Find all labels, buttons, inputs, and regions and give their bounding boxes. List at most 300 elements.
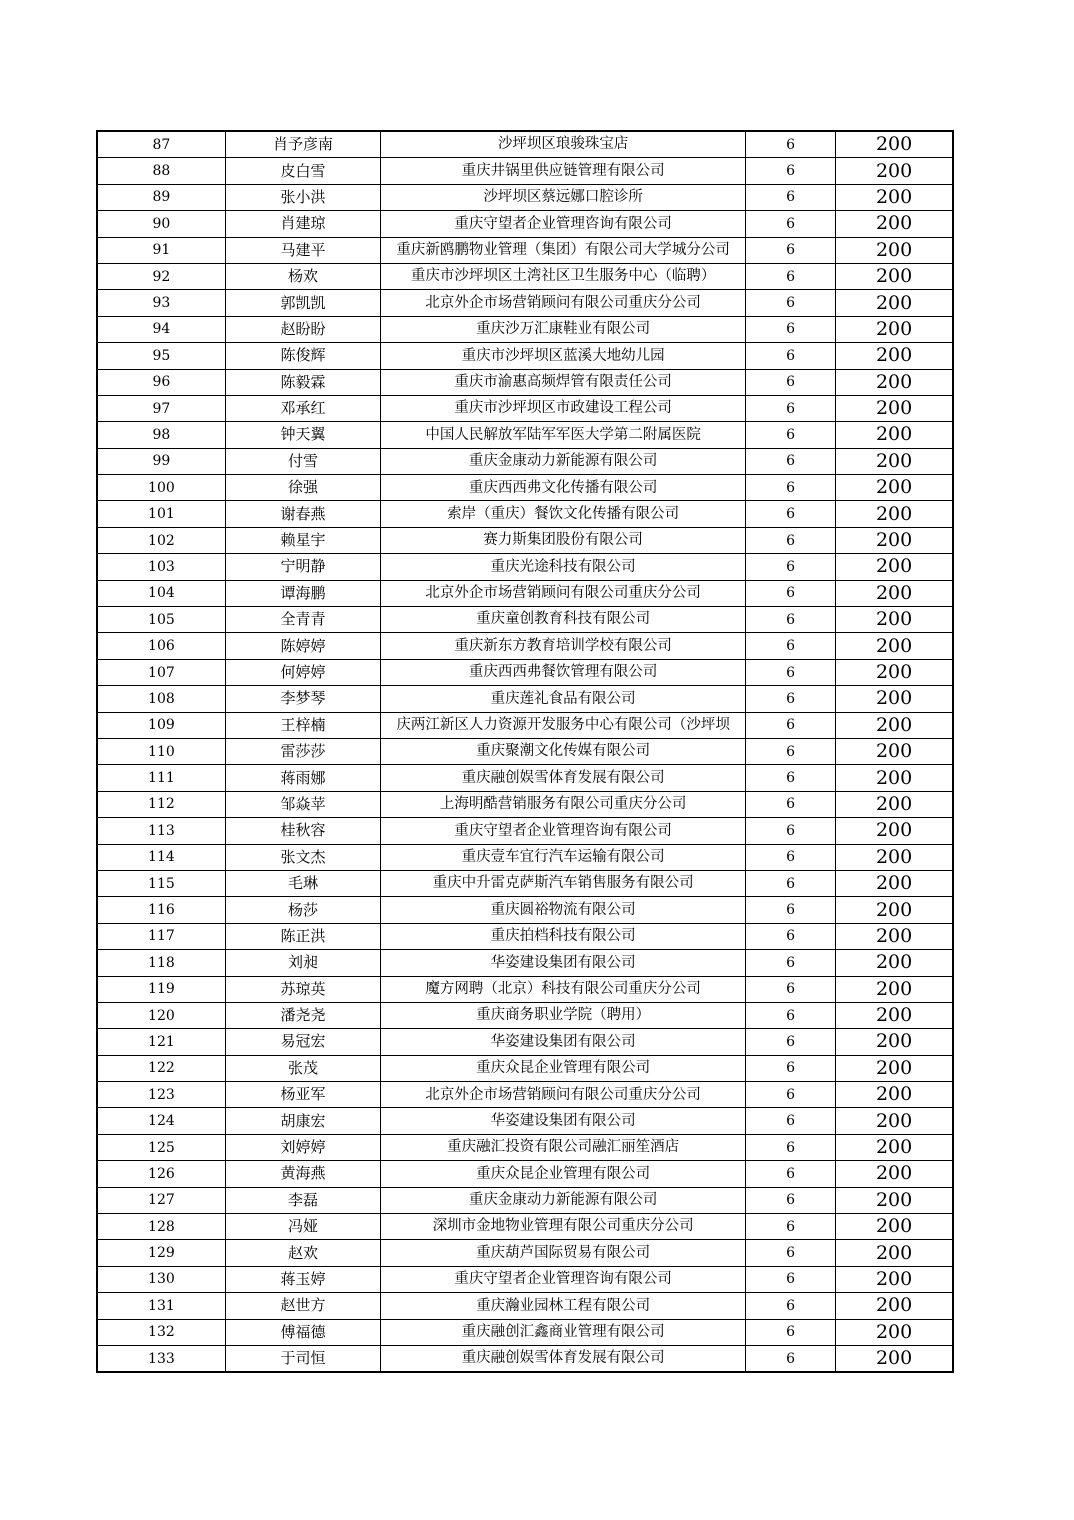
cell-serial-number: 90: [97, 211, 225, 237]
cell-person-name: 谢春燕: [225, 501, 380, 527]
cell-company: [381, 527, 746, 553]
table-row: [97, 554, 953, 580]
table-row: [97, 950, 953, 976]
cell-months: 6: [746, 448, 836, 474]
table-row: [97, 501, 953, 527]
cell-serial-number: 133: [97, 1345, 225, 1372]
cell-serial-number: 93: [97, 290, 225, 316]
company-text: 重庆童创教育科技有限公司: [476, 611, 651, 628]
cell-amount: 200: [836, 686, 953, 712]
company-text: 重庆西西弗餐饮管理有限公司: [468, 664, 658, 681]
company-text: 华姿建设集团有限公司: [490, 1112, 636, 1129]
cell-person-name: 郭凯凯: [225, 290, 380, 316]
cell-person-name: 肖建琼: [225, 211, 380, 237]
cell-serial-number: 94: [97, 316, 225, 342]
company-text: 中国人民解放军陆军军医大学第二附属医院: [425, 426, 701, 443]
cell-company: [381, 184, 746, 210]
cell-company: [381, 475, 746, 501]
cell-person-name: 徐强: [225, 475, 380, 501]
cell-amount: 200: [836, 501, 953, 527]
cell-serial-number: 113: [97, 818, 225, 844]
cell-amount: 200: [836, 818, 953, 844]
company-text: 重庆金康动力新能源有限公司: [468, 1192, 658, 1209]
cell-person-name: 李磊: [225, 1187, 380, 1213]
cell-person-name: 邹焱苹: [225, 791, 380, 817]
table-row: [97, 1187, 953, 1213]
company-text: 庆两江新区人力资源开发服务中心有限公司（沙坪坝: [396, 717, 730, 734]
table-row: [97, 1134, 953, 1160]
cell-amount: 200: [836, 448, 953, 474]
cell-amount: 200: [836, 1082, 953, 1108]
table-row: [97, 1319, 953, 1345]
cell-amount: 200: [836, 422, 953, 448]
cell-person-name: 桂秋容: [225, 818, 380, 844]
cell-person-name: 蒋玉婷: [225, 1266, 380, 1292]
cell-amount: 200: [836, 1108, 953, 1134]
cell-months: 6: [746, 607, 836, 633]
cell-amount: 200: [836, 1266, 953, 1292]
cell-months: 6: [746, 131, 836, 158]
company-text: 重庆壹车宜行汽车运输有限公司: [461, 848, 665, 865]
cell-months: 6: [746, 1293, 836, 1319]
cell-person-name: 易冠宏: [225, 1029, 380, 1055]
cell-amount: 200: [836, 1240, 953, 1266]
cell-company: [381, 791, 746, 817]
cell-amount: 200: [836, 738, 953, 764]
cell-months: 6: [746, 976, 836, 1002]
cell-amount: 200: [836, 1293, 953, 1319]
cell-months: 6: [746, 712, 836, 738]
cell-amount: 200: [836, 844, 953, 870]
cell-company: [381, 686, 746, 712]
cell-serial-number: 114: [97, 844, 225, 870]
company-text: 重庆众昆企业管理有限公司: [476, 1060, 651, 1077]
cell-serial-number: 106: [97, 633, 225, 659]
cell-amount: 200: [836, 976, 953, 1002]
cell-months: 6: [746, 844, 836, 870]
company-text: 重庆中升雷克萨斯汽车销售服务有限公司: [432, 875, 694, 892]
cell-serial-number: 109: [97, 712, 225, 738]
cell-company: [381, 158, 746, 184]
cell-months: 6: [746, 237, 836, 263]
cell-person-name: 苏琼英: [225, 976, 380, 1002]
company-text: 重庆市沙坪坝区市政建设工程公司: [454, 400, 672, 417]
cell-serial-number: 108: [97, 686, 225, 712]
cell-amount: 200: [836, 184, 953, 210]
cell-serial-number: 116: [97, 897, 225, 923]
table-row: [97, 633, 953, 659]
cell-company: [381, 1214, 746, 1240]
company-text: 上海明酷营销服务有限公司重庆分公司: [439, 796, 687, 813]
cell-months: 6: [746, 765, 836, 791]
cell-months: 6: [746, 158, 836, 184]
cell-serial-number: 121: [97, 1029, 225, 1055]
cell-months: 6: [746, 184, 836, 210]
cell-person-name: 李梦琴: [225, 686, 380, 712]
company-text: 重庆市渝惠高频焊管有限责任公司: [454, 373, 672, 390]
cell-serial-number: 103: [97, 554, 225, 580]
cell-person-name: 赵盼盼: [225, 316, 380, 342]
cell-months: 6: [746, 316, 836, 342]
cell-amount: 200: [836, 263, 953, 289]
cell-person-name: 谭海鹏: [225, 580, 380, 606]
company-text: 重庆圆裕物流有限公司: [490, 901, 636, 918]
cell-serial-number: 129: [97, 1240, 225, 1266]
cell-company: [381, 554, 746, 580]
cell-company: [381, 1055, 746, 1081]
cell-amount: 200: [836, 369, 953, 395]
cell-person-name: 邓承红: [225, 395, 380, 421]
cell-amount: 200: [836, 395, 953, 421]
cell-person-name: 王梓楠: [225, 712, 380, 738]
table-row: [97, 686, 953, 712]
cell-company: [381, 844, 746, 870]
cell-company: [381, 263, 746, 289]
cell-serial-number: 123: [97, 1082, 225, 1108]
table-row: [97, 844, 953, 870]
cell-amount: 200: [836, 475, 953, 501]
cell-person-name: 赵世方: [225, 1293, 380, 1319]
cell-amount: 200: [836, 765, 953, 791]
table-row: [97, 1293, 953, 1319]
cell-person-name: 胡康宏: [225, 1108, 380, 1134]
table-row: [97, 607, 953, 633]
cell-company: [381, 976, 746, 1002]
cell-months: 6: [746, 923, 836, 949]
cell-company: [381, 290, 746, 316]
cell-person-name: 宁明静: [225, 554, 380, 580]
cell-serial-number: 105: [97, 607, 225, 633]
cell-months: 6: [746, 554, 836, 580]
cell-person-name: 肖予彦南: [225, 131, 380, 158]
cell-months: 6: [746, 1266, 836, 1292]
company-text: 华姿建设集团有限公司: [490, 1033, 636, 1050]
cell-person-name: 赵欢: [225, 1240, 380, 1266]
cell-company: [381, 1082, 746, 1108]
cell-company: [381, 343, 746, 369]
company-text: 北京外企市场营销顾问有限公司重庆分公司: [425, 585, 701, 602]
cell-company: [381, 1266, 746, 1292]
cell-person-name: 黄海燕: [225, 1161, 380, 1187]
cell-person-name: 杨欢: [225, 263, 380, 289]
table-row: [97, 659, 953, 685]
cell-months: 6: [746, 501, 836, 527]
cell-serial-number: 88: [97, 158, 225, 184]
cell-person-name: 陈正洪: [225, 923, 380, 949]
cell-person-name: 陈毅霖: [225, 369, 380, 395]
company-text: 重庆瀚业园林工程有限公司: [476, 1297, 651, 1314]
cell-serial-number: 101: [97, 501, 225, 527]
table-row: [97, 1345, 953, 1372]
table-row: [97, 237, 953, 263]
cell-months: 6: [746, 1319, 836, 1345]
cell-person-name: 张茂: [225, 1055, 380, 1081]
cell-company: [381, 712, 746, 738]
cell-person-name: 陈婷婷: [225, 633, 380, 659]
company-text: 重庆沙万汇康鞋业有限公司: [476, 321, 651, 338]
cell-company: [381, 395, 746, 421]
cell-months: 6: [746, 1240, 836, 1266]
cell-company: [381, 580, 746, 606]
cell-company: [381, 1002, 746, 1028]
cell-amount: 200: [836, 1134, 953, 1160]
cell-person-name: 张小洪: [225, 184, 380, 210]
cell-person-name: 张文杰: [225, 844, 380, 870]
cell-serial-number: 87: [97, 131, 225, 158]
table-row: [97, 1161, 953, 1187]
table-row: [97, 1266, 953, 1292]
cell-serial-number: 92: [97, 263, 225, 289]
cell-amount: 200: [836, 607, 953, 633]
table-row: [97, 1002, 953, 1028]
table-row: [97, 1029, 953, 1055]
cell-company: [381, 1134, 746, 1160]
cell-amount: 200: [836, 343, 953, 369]
cell-company: [381, 501, 746, 527]
cell-serial-number: 115: [97, 870, 225, 896]
cell-months: 6: [746, 870, 836, 896]
cell-months: 6: [746, 475, 836, 501]
cell-months: 6: [746, 1108, 836, 1134]
cell-serial-number: 96: [97, 369, 225, 395]
cell-amount: 200: [836, 1187, 953, 1213]
cell-amount: 200: [836, 316, 953, 342]
table-row: [97, 818, 953, 844]
cell-company: [381, 1029, 746, 1055]
cell-person-name: 陈俊辉: [225, 343, 380, 369]
cell-person-name: 杨亚军: [225, 1082, 380, 1108]
cell-months: 6: [746, 263, 836, 289]
cell-months: 6: [746, 290, 836, 316]
table-row: [97, 343, 953, 369]
cell-serial-number: 91: [97, 237, 225, 263]
cell-amount: 200: [836, 659, 953, 685]
company-text: 重庆聚潮文化传媒有限公司: [476, 743, 651, 760]
cell-serial-number: 102: [97, 527, 225, 553]
cell-serial-number: 107: [97, 659, 225, 685]
table-row: [97, 1055, 953, 1081]
company-text: 重庆新东方教育培训学校有限公司: [454, 637, 672, 654]
company-text: 重庆守望者企业管理咨询有限公司: [454, 822, 672, 839]
cell-person-name: 赖星宇: [225, 527, 380, 553]
cell-months: 6: [746, 1082, 836, 1108]
company-text: 重庆众昆企业管理有限公司: [476, 1165, 651, 1182]
cell-company: [381, 422, 746, 448]
company-text: 重庆融创娱雪体育发展有限公司: [461, 1350, 665, 1367]
company-text: 魔方网聘（北京）科技有限公司重庆分公司: [425, 980, 701, 997]
cell-amount: 200: [836, 211, 953, 237]
company-text: 重庆莲礼食品有限公司: [490, 690, 636, 707]
cell-company: [381, 448, 746, 474]
company-text: 重庆葫芦国际贸易有限公司: [476, 1244, 651, 1261]
company-text: 深圳市金地物业管理有限公司重庆分公司: [432, 1218, 694, 1235]
cell-company: [381, 316, 746, 342]
table-row: [97, 369, 953, 395]
cell-company: [381, 607, 746, 633]
cell-amount: 200: [836, 1161, 953, 1187]
cell-amount: 200: [836, 633, 953, 659]
cell-amount: 200: [836, 1055, 953, 1081]
cell-serial-number: 119: [97, 976, 225, 1002]
cell-serial-number: 99: [97, 448, 225, 474]
cell-company: [381, 765, 746, 791]
table-row: [97, 712, 953, 738]
cell-company: [381, 923, 746, 949]
table-row: [97, 131, 953, 158]
table-row: [97, 897, 953, 923]
company-text: 重庆守望者企业管理咨询有限公司: [454, 1271, 672, 1288]
table-row: [97, 870, 953, 896]
table-row: [97, 1240, 953, 1266]
cell-serial-number: 122: [97, 1055, 225, 1081]
cell-company: [381, 211, 746, 237]
company-text: 重庆光途科技有限公司: [490, 558, 636, 575]
table-row: [97, 448, 953, 474]
cell-company: [381, 633, 746, 659]
cell-months: 6: [746, 1134, 836, 1160]
cell-serial-number: 118: [97, 950, 225, 976]
cell-serial-number: 89: [97, 184, 225, 210]
table-row: [97, 316, 953, 342]
cell-company: [381, 1345, 746, 1372]
cell-company: [381, 237, 746, 263]
cell-company: [381, 738, 746, 764]
cell-serial-number: 131: [97, 1293, 225, 1319]
company-text: 重庆融汇投资有限公司融汇丽笙酒店: [447, 1139, 680, 1156]
company-text: 索岸（重庆）餐饮文化传播有限公司: [447, 505, 680, 522]
cell-months: 6: [746, 1214, 836, 1240]
table-row: [97, 738, 953, 764]
company-text: 华姿建设集团有限公司: [490, 954, 636, 971]
cell-serial-number: 111: [97, 765, 225, 791]
cell-amount: 200: [836, 290, 953, 316]
cell-months: 6: [746, 1161, 836, 1187]
cell-person-name: 钟天翼: [225, 422, 380, 448]
company-text: 重庆守望者企业管理咨询有限公司: [454, 215, 672, 232]
company-text: 重庆融创娱雪体育发展有限公司: [461, 769, 665, 786]
table-row: [97, 158, 953, 184]
cell-serial-number: 130: [97, 1266, 225, 1292]
cell-months: 6: [746, 1345, 836, 1372]
cell-amount: 200: [836, 897, 953, 923]
cell-amount: 200: [836, 712, 953, 738]
company-text: 重庆商务职业学院（聘用）: [476, 1007, 651, 1024]
cell-person-name: 冯娅: [225, 1214, 380, 1240]
cell-months: 6: [746, 343, 836, 369]
table-row: [97, 923, 953, 949]
table-row: [97, 527, 953, 553]
cell-months: 6: [746, 1029, 836, 1055]
cell-amount: 200: [836, 923, 953, 949]
cell-serial-number: 110: [97, 738, 225, 764]
cell-months: 6: [746, 791, 836, 817]
company-text: 重庆新鸥鹏物业管理（集团）有限公司大学城分公司: [396, 242, 730, 258]
table-row: [97, 263, 953, 289]
cell-person-name: 潘尧尧: [225, 1002, 380, 1028]
company-text: 沙坪坝区蔡远娜口腔诊所: [483, 189, 643, 206]
company-text: 重庆拍档科技有限公司: [490, 928, 636, 945]
company-text: 重庆井锅里供应链管理有限公司: [461, 162, 665, 179]
cell-company: [381, 1319, 746, 1345]
cell-amount: 200: [836, 950, 953, 976]
cell-company: [381, 1240, 746, 1266]
cell-company: [381, 897, 746, 923]
cell-person-name: 杨莎: [225, 897, 380, 923]
cell-company: [381, 131, 746, 158]
cell-serial-number: 104: [97, 580, 225, 606]
cell-amount: 200: [836, 527, 953, 553]
company-text: 赛力斯集团股份有限公司: [483, 532, 643, 549]
cell-months: 6: [746, 686, 836, 712]
cell-months: 6: [746, 1187, 836, 1213]
cell-person-name: 雷莎莎: [225, 738, 380, 764]
table-row: [97, 1108, 953, 1134]
cell-person-name: 傅福德: [225, 1319, 380, 1345]
cell-person-name: 于司恒: [225, 1345, 380, 1372]
cell-months: 6: [746, 395, 836, 421]
cell-months: 6: [746, 580, 836, 606]
cell-serial-number: 125: [97, 1134, 225, 1160]
cell-amount: 200: [836, 1345, 953, 1372]
table-body: [97, 131, 953, 1372]
cell-months: 6: [746, 1002, 836, 1028]
cell-amount: 200: [836, 791, 953, 817]
cell-months: 6: [746, 211, 836, 237]
company-text: 重庆市沙坪坝区土湾社区卫生服务中心（临聘）: [410, 268, 716, 285]
company-text: 北京外企市场营销顾问有限公司重庆分公司: [425, 294, 701, 311]
cell-serial-number: 126: [97, 1161, 225, 1187]
table-row: [97, 395, 953, 421]
cell-company: [381, 818, 746, 844]
cell-company: [381, 1293, 746, 1319]
company-text: 重庆西西弗文化传播有限公司: [468, 479, 658, 496]
cell-serial-number: 120: [97, 1002, 225, 1028]
cell-months: 6: [746, 950, 836, 976]
cell-amount: 200: [836, 1002, 953, 1028]
company-text: 北京外企市场营销顾问有限公司重庆分公司: [425, 1086, 701, 1103]
company-text: 沙坪坝区琅骏珠宝店: [497, 136, 629, 153]
cell-company: [381, 1161, 746, 1187]
cell-amount: 200: [836, 580, 953, 606]
cell-amount: 200: [836, 158, 953, 184]
cell-serial-number: 98: [97, 422, 225, 448]
cell-person-name: 毛琳: [225, 870, 380, 896]
cell-person-name: 全青青: [225, 607, 380, 633]
company-text: 重庆金康动力新能源有限公司: [468, 453, 658, 470]
table-row: [97, 211, 953, 237]
table-row: [97, 976, 953, 1002]
cell-serial-number: 132: [97, 1319, 225, 1345]
cell-company: [381, 870, 746, 896]
cell-amount: 200: [836, 870, 953, 896]
cell-serial-number: 95: [97, 343, 225, 369]
cell-months: 6: [746, 422, 836, 448]
cell-company: [381, 659, 746, 685]
company-text: 重庆市沙坪坝区蓝溪大地幼儿园: [461, 347, 665, 364]
cell-serial-number: 128: [97, 1214, 225, 1240]
cell-serial-number: 124: [97, 1108, 225, 1134]
cell-amount: 200: [836, 237, 953, 263]
cell-company: [381, 950, 746, 976]
cell-amount: 200: [836, 131, 953, 158]
company-text: 重庆融创汇鑫商业管理有限公司: [461, 1324, 665, 1341]
table-row: [97, 184, 953, 210]
subsidy-table: [96, 130, 954, 1373]
table-row: [97, 791, 953, 817]
cell-person-name: 刘婷婷: [225, 1134, 380, 1160]
table-row: [97, 422, 953, 448]
cell-months: 6: [746, 633, 836, 659]
